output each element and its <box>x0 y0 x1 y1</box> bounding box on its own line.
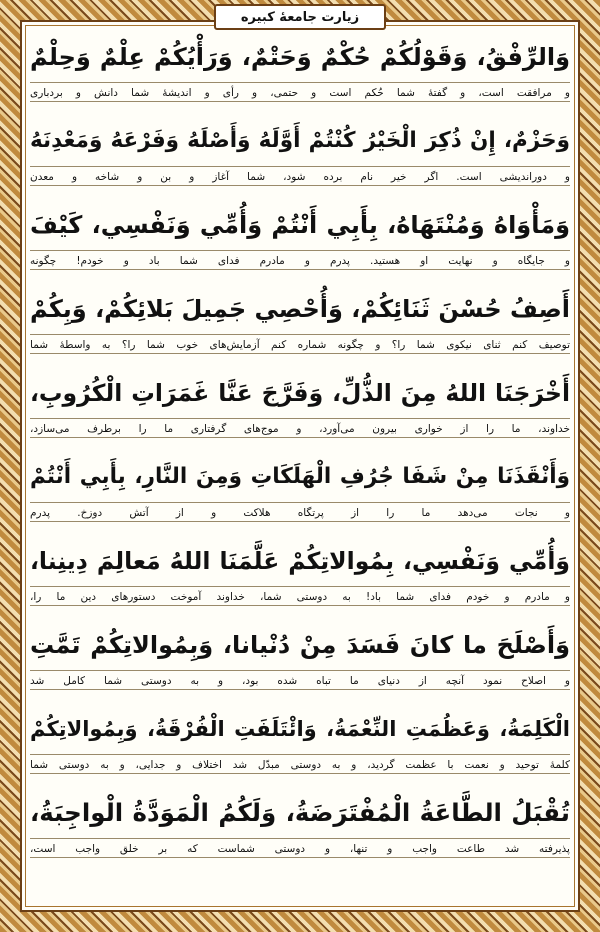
translation-line: و دوراندیشی است. اگر خیر نام برده شود، شما آغاز و بن و شاخه و معدن <box>30 166 570 186</box>
verse-block <box>30 200 570 270</box>
translation-line: و نجات می‌دهد ما را از پرتگاه هلاکت و از آتش دوزخ. پدرم <box>30 502 570 522</box>
verse-block <box>30 536 570 606</box>
translation-line: پذیرفته شد طاعت واجب و تنها، و دوستی شماست که بر خلق واجب است، <box>30 838 570 858</box>
page-title: زیارت جامعهٔ کبیره <box>214 4 386 30</box>
arabic-line: وَأَصْلَحَ ما كانَ فَسَدَ مِنْ دُنْيانا، وَبِمُوالاتِكُمْ تَمَّتِ <box>30 631 570 659</box>
verse-block <box>30 284 570 354</box>
arabic-line: تُقْبَلُ الطَّاعَةُ الْمُفْتَرَضَةُ، وَلَكُمُ الْمَوَدَّةُ الْواجِبَةُ، <box>30 798 570 827</box>
verse-block <box>30 704 570 774</box>
arabic-line: وَمَأْوَاهُ وَمُنْتَهَاهُ، بِأَبِي أَنْتُمْ وَأُمِّي وَنَفْسِي، كَيْفَ <box>30 211 570 239</box>
arabic-line: أَخْرَجَنَا اللهُ مِنَ الذُّلِّ، وَفَرَّجَ عَنَّا غَمَرَاتِ الْكُرُوبِ، <box>30 379 570 407</box>
arabic-line: الْكَلِمَةُ، وَعَظُمَتِ النِّعْمَةُ، وَائْتَلَفَتِ الْفُرْقَةُ، وَبِمُوالاتِكُمْ <box>30 717 570 741</box>
translation-line: و مرافقت است، و گفتهٔ شما حُکم است و حتمی، و رأی و اندیشهٔ شما دانش و بردباری <box>30 82 570 102</box>
translation-line: خداوند، ما را از خواری بیرون می‌آورد، و موج‌های گرفتاری ما را برطرف می‌سازد، <box>30 418 570 438</box>
verse-block <box>30 452 570 522</box>
translation-line: و مادرم و خودم فدای شما باد! به دوستی شما، خداوند آموخت دستورهای دین ما را، <box>30 586 570 606</box>
verse-block <box>30 116 570 186</box>
translation-line: کلمهٔ توحید و نعمت با عظمت گردید، و به دوستی مبدّل شد اختلاف و جدایی، و به دوستی شما <box>30 754 570 774</box>
arabic-line: أَصِفُ حُسْنَ ثَنَائِكُمْ، وَأُحْصِي جَمِيلَ بَلائِكُمْ، وَبِكُمْ <box>30 295 570 323</box>
arabic-line: وَحَزْمٌ، إِنْ ذُكِرَ الْخَيْرُ كُنْتُمْ أَوَّلَهُ وَأَصْلَهُ وَفَرْعَهُ وَمَعْدِنَهُ <box>30 128 570 153</box>
arabic-line: وَأَنْقَذَنَا مِنْ شَفَا جُرُفِ الْهَلَكَاتِ وَمِنَ النَّارِ، بِأَبِي أَنْتُمْ <box>30 464 570 489</box>
verse-block <box>30 620 570 690</box>
arabic-line: وَأُمِّي وَنَفْسِي، بِمُوالاتِكُمْ عَلَّمَنَا اللهُ مَعالِمَ دِينِنا، <box>30 547 570 575</box>
arabic-line: وَالرِّفْقُ، وَقَوْلُكُمْ حُكْمٌ وَحَتْمٌ، وَرَأْيُكُمْ عِلْمٌ وَحِلْمٌ <box>30 43 570 71</box>
translation-line: و اصلاح نمود آنچه از دنیای ما تباه شده بود، و به دوستی شما کامل شد <box>30 670 570 690</box>
verse-block <box>30 32 570 102</box>
verse-block <box>30 788 570 858</box>
verse-block <box>30 368 570 438</box>
translation-line: و جایگاه و نهایت او هستید. پدرم و مادرم فدای شما باد و خودم! چگونه <box>30 250 570 270</box>
translation-line: توصیف کنم ثنای نیکوی شما را؟ و چگونه شماره کنم آزمایش‌های خوب شما را؟ به واسطهٔ شما <box>30 334 570 354</box>
text-body <box>30 32 570 904</box>
